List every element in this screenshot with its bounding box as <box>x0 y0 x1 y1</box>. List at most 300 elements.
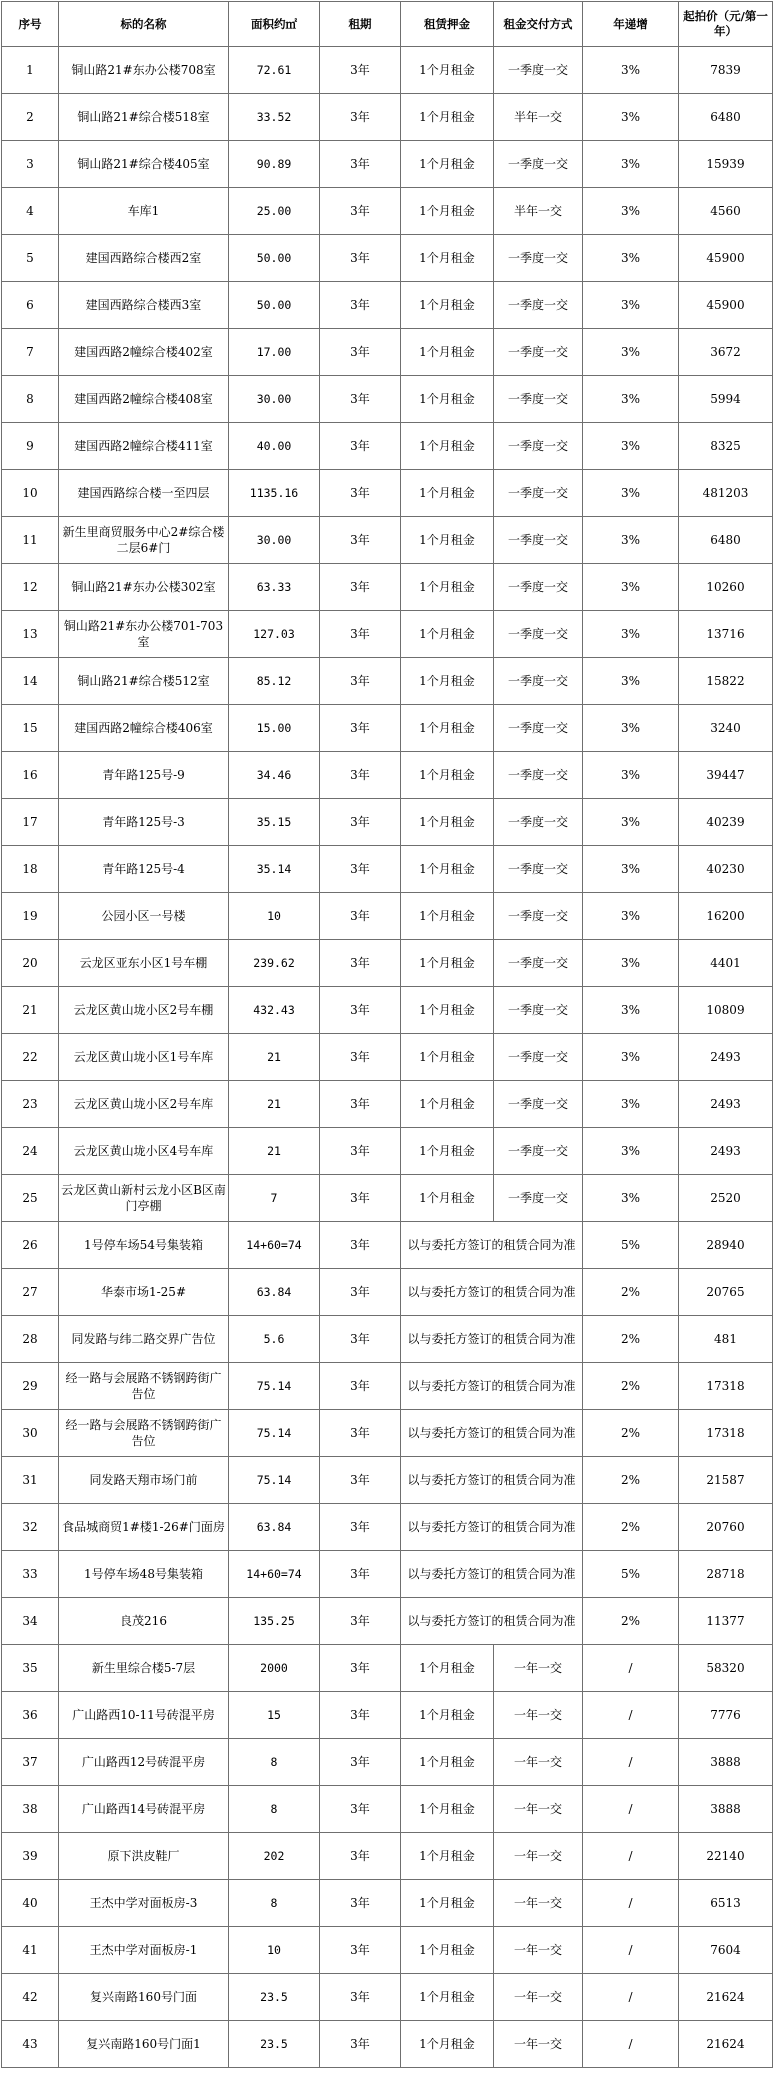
cell-name: 新生里综合楼5-7层 <box>59 1645 229 1692</box>
table-row <box>2 517 773 564</box>
cell-term: 3年 <box>320 1034 401 1081</box>
cell-no: 1 <box>2 47 59 94</box>
cell-payment: 一季度一交 <box>494 611 583 658</box>
cell-deposit: 1个月租金 <box>401 329 494 376</box>
cell-payment: 半年一交 <box>494 188 583 235</box>
cell-increase: 3% <box>583 705 679 752</box>
cell-deposit: 1个月租金 <box>401 47 494 94</box>
cell-increase: 5% <box>583 1551 679 1598</box>
cell-no: 11 <box>2 517 59 564</box>
cell-price: 40230 <box>679 846 773 893</box>
cell-no: 13 <box>2 611 59 658</box>
cell-price: 2493 <box>679 1081 773 1128</box>
cell-term: 3年 <box>320 1739 401 1786</box>
header-term: 租期 <box>320 2 401 47</box>
cell-increase: 3% <box>583 141 679 188</box>
lease-listing-table <box>1 1 773 2068</box>
cell-name: 云龙区黄山垅小区2号车棚 <box>59 987 229 1034</box>
cell-no: 26 <box>2 1222 59 1269</box>
cell-increase: 3% <box>583 1034 679 1081</box>
cell-increase: 2% <box>583 1410 679 1457</box>
table-row <box>2 235 773 282</box>
cell-payment: 一季度一交 <box>494 376 583 423</box>
cell-price: 2520 <box>679 1175 773 1222</box>
cell-increase: / <box>583 1974 679 2021</box>
cell-no: 18 <box>2 846 59 893</box>
cell-term: 3年 <box>320 658 401 705</box>
cell-contract-note: 以与委托方签订的租赁合同为准 <box>401 1269 583 1316</box>
cell-name: 公园小区一号楼 <box>59 893 229 940</box>
cell-price: 20765 <box>679 1269 773 1316</box>
cell-no: 6 <box>2 282 59 329</box>
cell-name: 青年路125号-3 <box>59 799 229 846</box>
cell-term: 3年 <box>320 1175 401 1222</box>
table-row <box>2 705 773 752</box>
header-price: 起拍价（元/第一年） <box>679 2 773 47</box>
cell-name: 建国西路2幢综合楼411室 <box>59 423 229 470</box>
cell-term: 3年 <box>320 1974 401 2021</box>
cell-area: 23.5 <box>229 1974 320 2021</box>
table-row <box>2 1316 773 1363</box>
cell-deposit: 1个月租金 <box>401 2021 494 2068</box>
cell-increase: 3% <box>583 846 679 893</box>
cell-price: 2493 <box>679 1128 773 1175</box>
cell-no: 34 <box>2 1598 59 1645</box>
cell-contract-note: 以与委托方签订的租赁合同为准 <box>401 1316 583 1363</box>
cell-increase: 3% <box>583 564 679 611</box>
cell-price: 15939 <box>679 141 773 188</box>
table-row <box>2 470 773 517</box>
cell-contract-note: 以与委托方签订的租赁合同为准 <box>401 1504 583 1551</box>
cell-price: 6480 <box>679 94 773 141</box>
cell-term: 3年 <box>320 1598 401 1645</box>
cell-deposit: 1个月租金 <box>401 282 494 329</box>
table-row <box>2 940 773 987</box>
cell-no: 15 <box>2 705 59 752</box>
cell-no: 20 <box>2 940 59 987</box>
cell-deposit: 1个月租金 <box>401 94 494 141</box>
cell-deposit: 1个月租金 <box>401 1175 494 1222</box>
cell-term: 3年 <box>320 1504 401 1551</box>
table-row <box>2 1410 773 1457</box>
cell-price: 10260 <box>679 564 773 611</box>
cell-contract-note: 以与委托方签订的租赁合同为准 <box>401 1222 583 1269</box>
cell-price: 2493 <box>679 1034 773 1081</box>
table-row <box>2 846 773 893</box>
cell-no: 25 <box>2 1175 59 1222</box>
cell-deposit: 1个月租金 <box>401 987 494 1034</box>
cell-no: 41 <box>2 1927 59 1974</box>
cell-term: 3年 <box>320 188 401 235</box>
cell-increase: / <box>583 1645 679 1692</box>
header-increase: 年递增 <box>583 2 679 47</box>
header-name: 标的名称 <box>59 2 229 47</box>
table-row <box>2 1974 773 2021</box>
cell-no: 32 <box>2 1504 59 1551</box>
cell-deposit: 1个月租金 <box>401 517 494 564</box>
cell-deposit: 1个月租金 <box>401 564 494 611</box>
cell-deposit: 1个月租金 <box>401 799 494 846</box>
cell-term: 3年 <box>320 423 401 470</box>
cell-name: 铜山路21#东办公楼708室 <box>59 47 229 94</box>
cell-payment: 一季度一交 <box>494 1128 583 1175</box>
table-row <box>2 1786 773 1833</box>
cell-no: 31 <box>2 1457 59 1504</box>
cell-name: 建国西路2幢综合楼402室 <box>59 329 229 376</box>
cell-area: 10 <box>229 1927 320 1974</box>
cell-contract-note: 以与委托方签订的租赁合同为准 <box>401 1363 583 1410</box>
cell-payment: 一季度一交 <box>494 658 583 705</box>
cell-increase: 3% <box>583 235 679 282</box>
table-row <box>2 1457 773 1504</box>
cell-price: 17318 <box>679 1363 773 1410</box>
cell-payment: 一年一交 <box>494 1833 583 1880</box>
cell-deposit: 1个月租金 <box>401 1692 494 1739</box>
cell-price: 7839 <box>679 47 773 94</box>
table-row <box>2 282 773 329</box>
cell-deposit: 1个月租金 <box>401 141 494 188</box>
table-row <box>2 564 773 611</box>
cell-area: 30.00 <box>229 517 320 564</box>
cell-term: 3年 <box>320 235 401 282</box>
cell-name: 建国西路综合楼一至四层 <box>59 470 229 517</box>
cell-deposit: 1个月租金 <box>401 705 494 752</box>
cell-area: 23.5 <box>229 2021 320 2068</box>
cell-increase: 3% <box>583 658 679 705</box>
table-row <box>2 1692 773 1739</box>
cell-name: 华泰市场1-25# <box>59 1269 229 1316</box>
cell-no: 39 <box>2 1833 59 1880</box>
cell-name: 同发路与纬二路交界广告位 <box>59 1316 229 1363</box>
cell-increase: / <box>583 1833 679 1880</box>
cell-contract-note: 以与委托方签订的租赁合同为准 <box>401 1598 583 1645</box>
cell-name: 建国西路2幢综合楼408室 <box>59 376 229 423</box>
cell-no: 40 <box>2 1880 59 1927</box>
cell-price: 40239 <box>679 799 773 846</box>
cell-term: 3年 <box>320 2021 401 2068</box>
cell-deposit: 1个月租金 <box>401 376 494 423</box>
cell-term: 3年 <box>320 752 401 799</box>
header-deposit: 租赁押金 <box>401 2 494 47</box>
cell-area: 75.14 <box>229 1457 320 1504</box>
cell-no: 4 <box>2 188 59 235</box>
cell-payment: 一季度一交 <box>494 517 583 564</box>
cell-term: 3年 <box>320 1457 401 1504</box>
cell-price: 3672 <box>679 329 773 376</box>
cell-deposit: 1个月租金 <box>401 1081 494 1128</box>
table-row <box>2 658 773 705</box>
cell-term: 3年 <box>320 94 401 141</box>
cell-increase: / <box>583 1880 679 1927</box>
cell-term: 3年 <box>320 1645 401 1692</box>
cell-deposit: 1个月租金 <box>401 752 494 799</box>
cell-name: 广山路西10-11号砖混平房 <box>59 1692 229 1739</box>
cell-payment: 一季度一交 <box>494 893 583 940</box>
cell-no: 8 <box>2 376 59 423</box>
cell-no: 28 <box>2 1316 59 1363</box>
cell-term: 3年 <box>320 1081 401 1128</box>
cell-price: 4401 <box>679 940 773 987</box>
cell-name: 复兴南路160号门面 <box>59 1974 229 2021</box>
cell-area: 17.00 <box>229 329 320 376</box>
cell-area: 202 <box>229 1833 320 1880</box>
cell-price: 17318 <box>679 1410 773 1457</box>
cell-payment: 一季度一交 <box>494 329 583 376</box>
table-row <box>2 1081 773 1128</box>
cell-area: 75.14 <box>229 1363 320 1410</box>
table-row <box>2 376 773 423</box>
cell-term: 3年 <box>320 1363 401 1410</box>
cell-name: 王杰中学对面板房-1 <box>59 1927 229 1974</box>
cell-payment: 一季度一交 <box>494 470 583 517</box>
cell-name: 建国西路2幢综合楼406室 <box>59 705 229 752</box>
cell-increase: 3% <box>583 188 679 235</box>
cell-area: 14+60=74 <box>229 1551 320 1598</box>
cell-payment: 一季度一交 <box>494 799 583 846</box>
cell-increase: 2% <box>583 1504 679 1551</box>
cell-price: 45900 <box>679 235 773 282</box>
cell-increase: 3% <box>583 611 679 658</box>
cell-payment: 一年一交 <box>494 2021 583 2068</box>
cell-name: 原下洪皮鞋厂 <box>59 1833 229 1880</box>
cell-area: 1135.16 <box>229 470 320 517</box>
cell-payment: 一年一交 <box>494 1786 583 1833</box>
cell-term: 3年 <box>320 1551 401 1598</box>
table-row <box>2 1222 773 1269</box>
cell-payment: 一季度一交 <box>494 846 583 893</box>
cell-no: 3 <box>2 141 59 188</box>
cell-term: 3年 <box>320 470 401 517</box>
cell-increase: 2% <box>583 1316 679 1363</box>
cell-area: 50.00 <box>229 235 320 282</box>
cell-deposit: 1个月租金 <box>401 1128 494 1175</box>
cell-name: 云龙区黄山垅小区2号车库 <box>59 1081 229 1128</box>
header-no: 序号 <box>2 2 59 47</box>
cell-deposit: 1个月租金 <box>401 1786 494 1833</box>
cell-no: 43 <box>2 2021 59 2068</box>
table-row <box>2 1833 773 1880</box>
cell-name: 1号停车场48号集装箱 <box>59 1551 229 1598</box>
cell-no: 19 <box>2 893 59 940</box>
cell-price: 481 <box>679 1316 773 1363</box>
cell-term: 3年 <box>320 705 401 752</box>
cell-term: 3年 <box>320 141 401 188</box>
cell-increase: 3% <box>583 423 679 470</box>
cell-term: 3年 <box>320 1927 401 1974</box>
cell-name: 铜山路21#东办公楼701-703室 <box>59 611 229 658</box>
table-row <box>2 1927 773 1974</box>
table-row <box>2 423 773 470</box>
cell-no: 27 <box>2 1269 59 1316</box>
table-row <box>2 94 773 141</box>
cell-increase: / <box>583 1692 679 1739</box>
cell-area: 8 <box>229 1880 320 1927</box>
cell-payment: 一季度一交 <box>494 564 583 611</box>
cell-deposit: 1个月租金 <box>401 940 494 987</box>
table-row <box>2 987 773 1034</box>
cell-term: 3年 <box>320 1128 401 1175</box>
cell-term: 3年 <box>320 611 401 658</box>
cell-price: 39447 <box>679 752 773 799</box>
cell-price: 7776 <box>679 1692 773 1739</box>
cell-payment: 一季度一交 <box>494 940 583 987</box>
cell-area: 432.43 <box>229 987 320 1034</box>
cell-payment: 一季度一交 <box>494 1175 583 1222</box>
cell-price: 20760 <box>679 1504 773 1551</box>
cell-increase: 3% <box>583 1128 679 1175</box>
cell-increase: 2% <box>583 1363 679 1410</box>
cell-increase: 5% <box>583 1222 679 1269</box>
cell-name: 广山路西12号砖混平房 <box>59 1739 229 1786</box>
cell-term: 3年 <box>320 987 401 1034</box>
table-row <box>2 752 773 799</box>
cell-increase: 2% <box>583 1269 679 1316</box>
cell-deposit: 1个月租金 <box>401 611 494 658</box>
cell-increase: 3% <box>583 94 679 141</box>
cell-no: 37 <box>2 1739 59 1786</box>
cell-payment: 一季度一交 <box>494 705 583 752</box>
cell-name: 新生里商贸服务中心2#综合楼二层6#门 <box>59 517 229 564</box>
cell-no: 35 <box>2 1645 59 1692</box>
table-row <box>2 611 773 658</box>
cell-area: 33.52 <box>229 94 320 141</box>
cell-term: 3年 <box>320 1316 401 1363</box>
cell-area: 25.00 <box>229 188 320 235</box>
table-row <box>2 329 773 376</box>
cell-price: 481203 <box>679 470 773 517</box>
cell-area: 8 <box>229 1739 320 1786</box>
cell-name: 食品城商贸1#楼1-26#门面房 <box>59 1504 229 1551</box>
cell-increase: 2% <box>583 1598 679 1645</box>
table-row <box>2 1128 773 1175</box>
cell-price: 21587 <box>679 1457 773 1504</box>
table-row <box>2 47 773 94</box>
cell-no: 38 <box>2 1786 59 1833</box>
cell-area: 7 <box>229 1175 320 1222</box>
table-header <box>2 2 773 47</box>
cell-no: 10 <box>2 470 59 517</box>
cell-name: 车库1 <box>59 188 229 235</box>
cell-term: 3年 <box>320 1410 401 1457</box>
cell-payment: 一年一交 <box>494 1739 583 1786</box>
cell-area: 63.84 <box>229 1269 320 1316</box>
cell-payment: 一季度一交 <box>494 235 583 282</box>
cell-payment: 一年一交 <box>494 1692 583 1739</box>
cell-area: 8 <box>229 1786 320 1833</box>
cell-no: 33 <box>2 1551 59 1598</box>
cell-payment: 一年一交 <box>494 1927 583 1974</box>
cell-increase: 3% <box>583 282 679 329</box>
table-row <box>2 2021 773 2068</box>
cell-increase: 3% <box>583 799 679 846</box>
cell-name: 王杰中学对面板房-3 <box>59 1880 229 1927</box>
cell-area: 21 <box>229 1081 320 1128</box>
cell-price: 6513 <box>679 1880 773 1927</box>
cell-name: 复兴南路160号门面1 <box>59 2021 229 2068</box>
cell-name: 云龙区黄山垅小区4号车库 <box>59 1128 229 1175</box>
cell-increase: 3% <box>583 47 679 94</box>
cell-area: 135.25 <box>229 1598 320 1645</box>
cell-name: 铜山路21#综合楼518室 <box>59 94 229 141</box>
cell-term: 3年 <box>320 846 401 893</box>
cell-term: 3年 <box>320 1222 401 1269</box>
table-row <box>2 141 773 188</box>
cell-deposit: 1个月租金 <box>401 1645 494 1692</box>
cell-deposit: 1个月租金 <box>401 470 494 517</box>
cell-name: 建国西路综合楼西3室 <box>59 282 229 329</box>
table-row <box>2 1034 773 1081</box>
cell-name: 铜山路21#综合楼405室 <box>59 141 229 188</box>
cell-name: 云龙区黄山新村云龙小区B区南门亭棚 <box>59 1175 229 1222</box>
cell-term: 3年 <box>320 893 401 940</box>
cell-name: 青年路125号-4 <box>59 846 229 893</box>
cell-payment: 半年一交 <box>494 94 583 141</box>
cell-payment: 一季度一交 <box>494 1081 583 1128</box>
table-row <box>2 1551 773 1598</box>
table-row <box>2 1363 773 1410</box>
cell-no: 5 <box>2 235 59 282</box>
cell-area: 21 <box>229 1128 320 1175</box>
table-row <box>2 1645 773 1692</box>
cell-area: 2000 <box>229 1645 320 1692</box>
cell-term: 3年 <box>320 517 401 564</box>
cell-name: 青年路125号-9 <box>59 752 229 799</box>
cell-no: 9 <box>2 423 59 470</box>
cell-increase: 3% <box>583 470 679 517</box>
cell-increase: 3% <box>583 893 679 940</box>
cell-term: 3年 <box>320 329 401 376</box>
cell-price: 15822 <box>679 658 773 705</box>
cell-no: 14 <box>2 658 59 705</box>
cell-no: 29 <box>2 1363 59 1410</box>
cell-price: 3888 <box>679 1739 773 1786</box>
cell-no: 7 <box>2 329 59 376</box>
table-row <box>2 1598 773 1645</box>
cell-term: 3年 <box>320 1833 401 1880</box>
cell-increase: 3% <box>583 517 679 564</box>
cell-name: 1号停车场54号集装箱 <box>59 1222 229 1269</box>
table-row <box>2 893 773 940</box>
cell-price: 21624 <box>679 2021 773 2068</box>
cell-payment: 一季度一交 <box>494 47 583 94</box>
cell-term: 3年 <box>320 940 401 987</box>
cell-term: 3年 <box>320 799 401 846</box>
cell-price: 10809 <box>679 987 773 1034</box>
cell-price: 11377 <box>679 1598 773 1645</box>
cell-price: 16200 <box>679 893 773 940</box>
cell-area: 85.12 <box>229 658 320 705</box>
cell-increase: 3% <box>583 329 679 376</box>
table-row <box>2 799 773 846</box>
table-row <box>2 1175 773 1222</box>
cell-deposit: 1个月租金 <box>401 893 494 940</box>
header-row <box>2 2 773 47</box>
cell-increase: 3% <box>583 1175 679 1222</box>
cell-price: 45900 <box>679 282 773 329</box>
table-row <box>2 188 773 235</box>
cell-name: 经一路与会展路不锈钢跨街广告位 <box>59 1410 229 1457</box>
cell-deposit: 1个月租金 <box>401 658 494 705</box>
cell-term: 3年 <box>320 564 401 611</box>
cell-no: 30 <box>2 1410 59 1457</box>
cell-term: 3年 <box>320 1692 401 1739</box>
cell-name: 云龙区亚东小区1号车棚 <box>59 940 229 987</box>
cell-term: 3年 <box>320 1786 401 1833</box>
cell-payment: 一季度一交 <box>494 423 583 470</box>
cell-contract-note: 以与委托方签订的租赁合同为准 <box>401 1551 583 1598</box>
cell-term: 3年 <box>320 47 401 94</box>
cell-name: 铜山路21#综合楼512室 <box>59 658 229 705</box>
